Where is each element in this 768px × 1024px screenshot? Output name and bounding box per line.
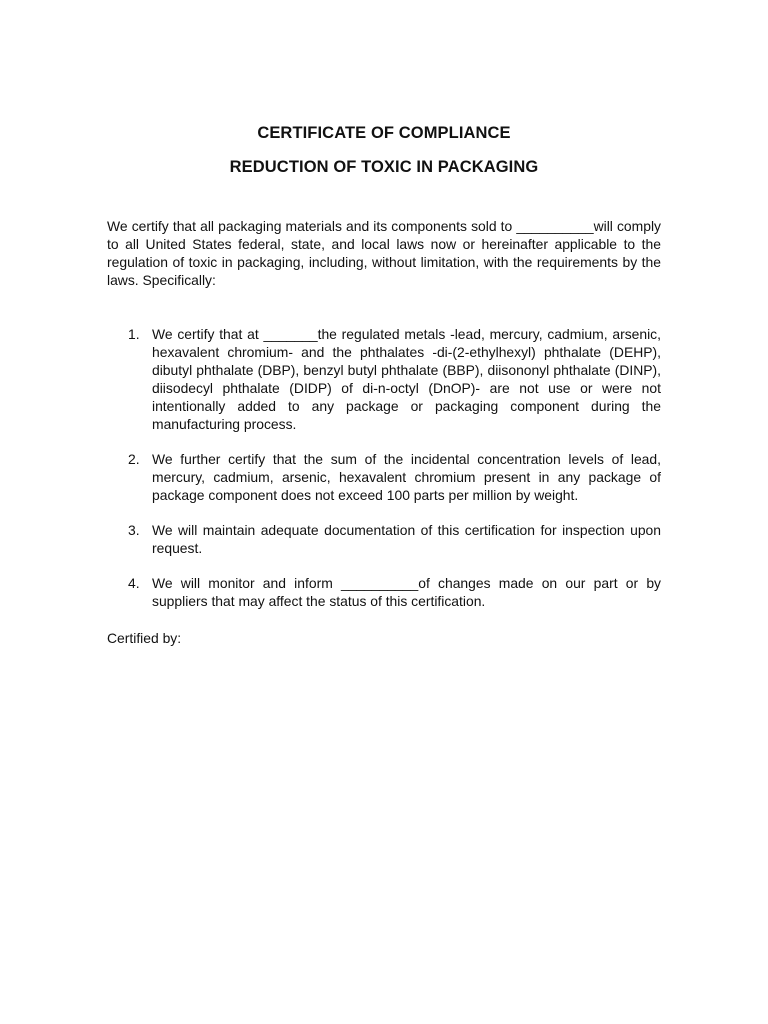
list-item-text: We will monitor and inform __________of changes made on our part or by suppliers that may affect the status of this certification.	[152, 575, 661, 609]
list-item	[107, 574, 661, 610]
intro-paragraph: We certify that all packaging materials and its components sold to __________will comply to all United States federal, state, and local laws now or hereinafter applicable to the regulation of toxic in packaging, including, without limitation, with the requirements by the laws. Specifically:	[107, 218, 661, 288]
list-item-text: We further certify that the sum of the incidental concentration levels of lead, mercury, cadmium, arsenic, hexavalent chromium present in any package of package component does not exceed 100 parts per million by weight.	[152, 451, 661, 503]
list-item-number: 4.	[128, 575, 140, 591]
list-item-number: 1.	[128, 326, 140, 342]
list-item	[107, 521, 661, 557]
certification-list	[107, 325, 661, 610]
document-subtitle: REDUCTION OF TOXIC IN PACKAGING	[229, 158, 539, 176]
list-item-text: We will maintain adequate documentation of this certification for inspection upon request.	[152, 522, 661, 556]
list-item	[107, 450, 661, 504]
list-item-number: 3.	[128, 522, 140, 538]
certified-by-label: Certified by:	[107, 630, 182, 646]
list-item-text: We certify that at _______the regulated metals -lead, mercury, cadmium, arsenic, hexavalent chromium- and the phthalates -di-(2-ethylhexyl) phthalate (DEHP), dibutyl phthalate (DBP), benzyl butyl phthalate (BBP), diisononyl phthalate (DINP), diisodecyl phthalate (DIDP) of di-n-octyl (DnOP)- are not use or were not intentionally added to any package or packaging component during the manufacturing process.	[152, 326, 661, 432]
list-item	[107, 325, 661, 433]
list-item-number: 2.	[128, 451, 140, 467]
document-title: CERTIFICATE OF COMPLIANCE	[257, 124, 511, 142]
